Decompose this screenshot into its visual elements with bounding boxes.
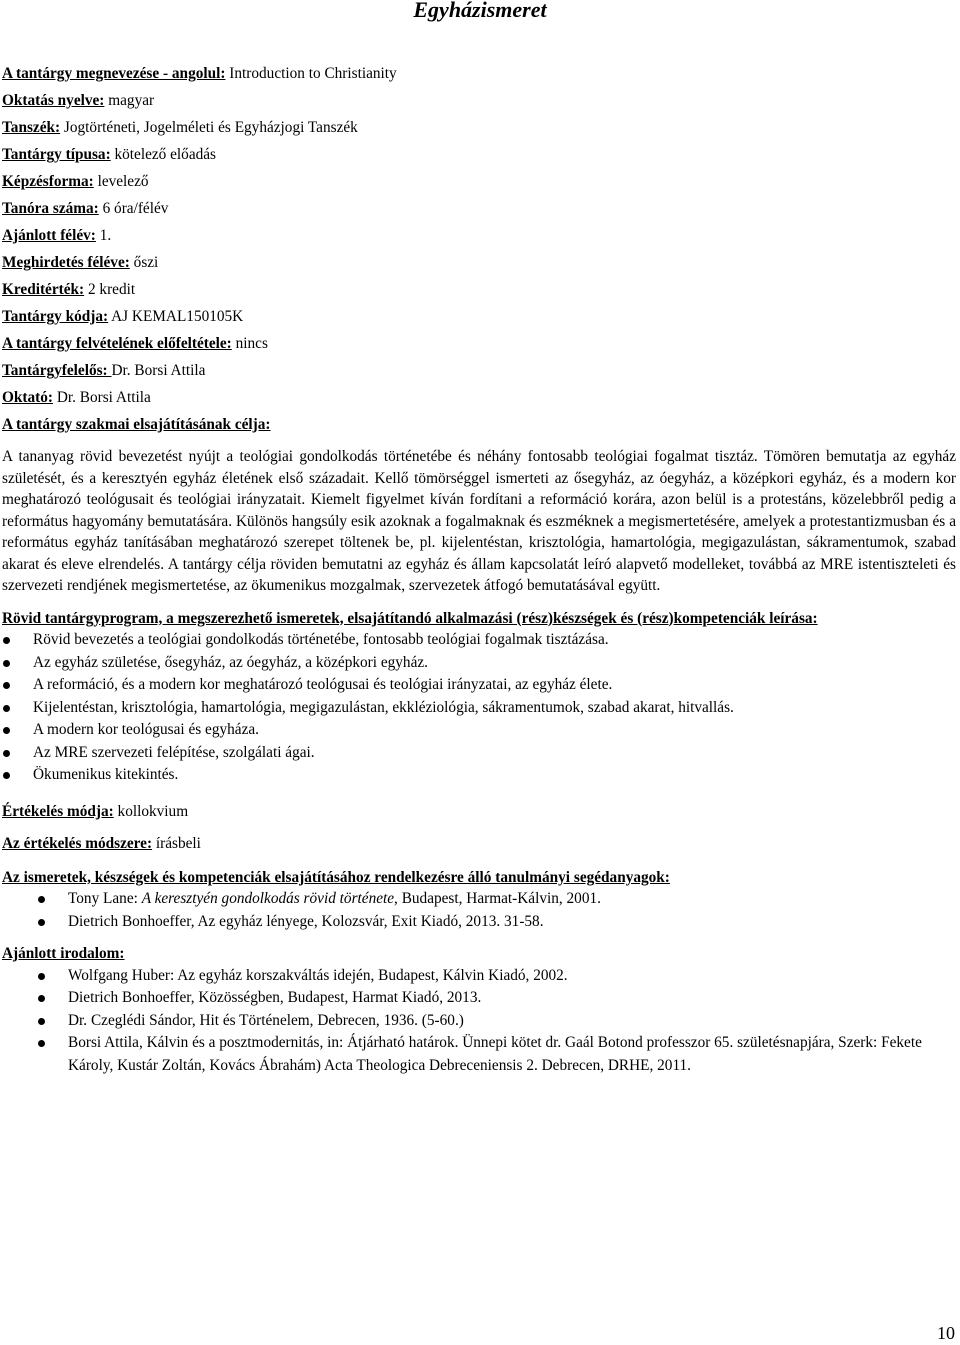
field-label: Képzésforma: xyxy=(2,173,94,190)
field-english-name xyxy=(2,60,956,87)
bullet-icon xyxy=(38,1018,45,1025)
field-label: A tantárgy megnevezése - angolul: xyxy=(2,65,226,82)
field-course-code xyxy=(2,303,956,330)
bullet-icon xyxy=(3,727,10,734)
field-label: Tanszék: xyxy=(2,119,61,136)
field-value: Dr. Borsi Attila xyxy=(111,362,206,379)
field-label: Kreditérték: xyxy=(2,281,85,298)
field-course-leader xyxy=(2,357,956,384)
field-label: A tantárgy felvételének előfeltétele: xyxy=(2,335,232,352)
list-item: Dietrich Bonhoeffer, Az egyház lényege, Kolozsvár, Exit Kiadó, 2013. 31-58. xyxy=(2,911,956,934)
goal-paragraph: A tananyag rövid bevezetést nyújt a teológiai gondolkodás történetébe és néhány fontosabb teológiai fogalmat tisztáz. Tömören bemutatja az egyház születését, és a keresztyén egyház életének első századait. Kellő tömörséggel ismerteti az ősegyház, az óegyház, a középkori egyház, és a modern kor meghatározó teológusait és teológiai irányzatait. Kiemelt figyelmet kíván fordítani a reformáció korára, azon belül is a protestáns, közelebbről pedig a református hagyomány bemutatására. Különös hangsúly esik azoknak a fogalmaknak és eszméknek a megismertetésére, amelyek a protestantizmusban és a református egyház tanításában meghatározó szerepet töltenek be, pl. kijelentéstan, krisztológia, hamartológia, megigazulástan, sákramentumok, szabad akarat és eleve elrendelés. A tantárgy célja röviden bemutatni az egyház és állam kapcsolatát leíró alapvető modelleket, továbbá az MRE istentiszteleti és szervezeti rendjének megismertetése, az ökumenikus mozgalmak, szervezetek átfogó bemutatásával együtt. xyxy=(2,448,956,594)
list-item: Borsi Attila, Kálvin és a posztmodernitás, in: Átjárható határok. Ünnepi kötet dr. Gaál Botond professzor 65. születésnapjára, Szerk: Fekete Károly, Kustár Zoltán, Kovács Ábrahám) Acta Theologica Debreceniensis 2. Debrecen, DRHE, 2011. xyxy=(2,1032,956,1077)
field-value: magyar xyxy=(104,92,155,109)
field-label: Tanóra száma: xyxy=(2,200,99,217)
method-label: Az értékelés módszere: xyxy=(2,834,153,852)
list-item: A modern kor teológusai és egyháza. xyxy=(2,719,956,742)
field-value: Jogtörténeti, Jogelméleti és Egyházjogi Tanszék xyxy=(60,119,358,136)
assessment-line xyxy=(2,798,956,825)
field-label: Oktatás nyelve: xyxy=(2,92,105,109)
field-value: 6 óra/félév xyxy=(98,200,169,217)
field-label: Tantárgy típusa: xyxy=(2,146,111,163)
program-heading: Rövid tantárgyprogram, a megszerezhető ismeretek, elsajátítandó alkalmazási (rész)készségek és (rész)kompetenciák leírása: xyxy=(2,609,818,627)
field-prerequisite xyxy=(2,330,956,357)
field-announced-semester xyxy=(2,249,956,276)
list-item: Tony Lane: A keresztyén gondolkodás rövid története, Budapest, Harmat-Kálvin, 2001. xyxy=(2,888,956,911)
materials-list xyxy=(2,888,956,933)
field-instructor xyxy=(2,384,956,411)
field-value: nincs xyxy=(231,335,268,352)
field-label: Tantárgy kódja: xyxy=(2,308,109,325)
bullet-icon xyxy=(3,772,10,779)
field-value: 1. xyxy=(95,227,112,244)
list-item: Dr. Czeglédi Sándor, Hit és Történelem, Debrecen, 1936. (5-60.) xyxy=(2,1010,956,1033)
document-title: Egyházismeret xyxy=(413,0,547,22)
field-value: őszi xyxy=(129,254,159,271)
field-value: Dr. Borsi Attila xyxy=(53,389,151,406)
field-label: Tantárgyfelelős: xyxy=(2,362,112,379)
literature-list xyxy=(2,965,956,1078)
field-label: Meghirdetés féléve: xyxy=(2,254,130,271)
list-item: Kijelentéstan, krisztológia, hamartológia, megigazulástan, ekkléziológia, sákramentumok, szabad akarat, hitvallás. xyxy=(2,697,956,720)
field-training-form xyxy=(2,168,956,195)
bullet-icon xyxy=(38,896,45,903)
field-language xyxy=(2,87,956,114)
assessment-value: kollokvium xyxy=(113,802,189,820)
program-list xyxy=(2,629,956,787)
bullet-icon xyxy=(3,682,10,689)
goal-heading: A tantárgy szakmai elsajátításának célja: xyxy=(2,416,271,433)
list-item: Az egyház születése, ősegyház, az óegyház, a középkori egyház. xyxy=(2,652,956,675)
bullet-icon xyxy=(38,919,45,926)
method-value: írásbeli xyxy=(152,834,201,852)
field-recommended-semester xyxy=(2,222,956,249)
materials-heading: Az ismeretek, készségek és kompetenciák elsajátításához rendelkezésre álló tanulmányi segédanyagok: xyxy=(2,868,670,886)
field-value: 2 kredit xyxy=(84,281,136,298)
field-label: Ajánlott félév: xyxy=(2,227,96,244)
field-label: Oktató: xyxy=(2,389,53,406)
list-item: A reformáció, és a modern kor meghatározó teológusai és teológiai irányzatai, az egyház élete. xyxy=(2,674,956,697)
bullet-icon xyxy=(38,973,45,980)
field-value: Introduction to Christianity xyxy=(225,65,397,82)
assessment-label: Értékelés módja: xyxy=(2,802,114,820)
field-value: AJ KEMAL150105K xyxy=(108,308,244,325)
document-content xyxy=(2,60,956,1077)
field-value: levelező xyxy=(93,173,149,190)
bullet-icon xyxy=(3,705,10,712)
course-info-fields xyxy=(2,60,956,411)
page-number: 10 xyxy=(937,1323,955,1343)
field-department xyxy=(2,114,956,141)
list-item: Rövid bevezetés a teológiai gondolkodás történetébe, fontosabb teológiai fogalmak tisztázása. xyxy=(2,629,956,652)
field-class-hours xyxy=(2,195,956,222)
literature-heading: Ajánlott irodalom: xyxy=(2,945,125,962)
field-value: kötelező előadás xyxy=(110,146,217,163)
bullet-icon xyxy=(3,750,10,757)
bullet-icon xyxy=(38,995,45,1002)
bullet-icon xyxy=(3,637,10,644)
list-item: Dietrich Bonhoeffer, Közösségben, Budapest, Harmat Kiadó, 2013. xyxy=(2,987,956,1010)
method-line xyxy=(2,830,956,857)
bullet-icon xyxy=(38,1040,45,1047)
list-item: Wolfgang Huber: Az egyház korszakváltás idején, Budapest, Kálvin Kiadó, 2002. xyxy=(2,965,956,988)
list-item: Az MRE szervezeti felépítése, szolgálati ágai. xyxy=(2,742,956,765)
field-credits xyxy=(2,276,956,303)
field-course-type xyxy=(2,141,956,168)
list-item: Ökumenikus kitekintés. xyxy=(2,764,956,787)
bullet-icon xyxy=(3,660,10,667)
